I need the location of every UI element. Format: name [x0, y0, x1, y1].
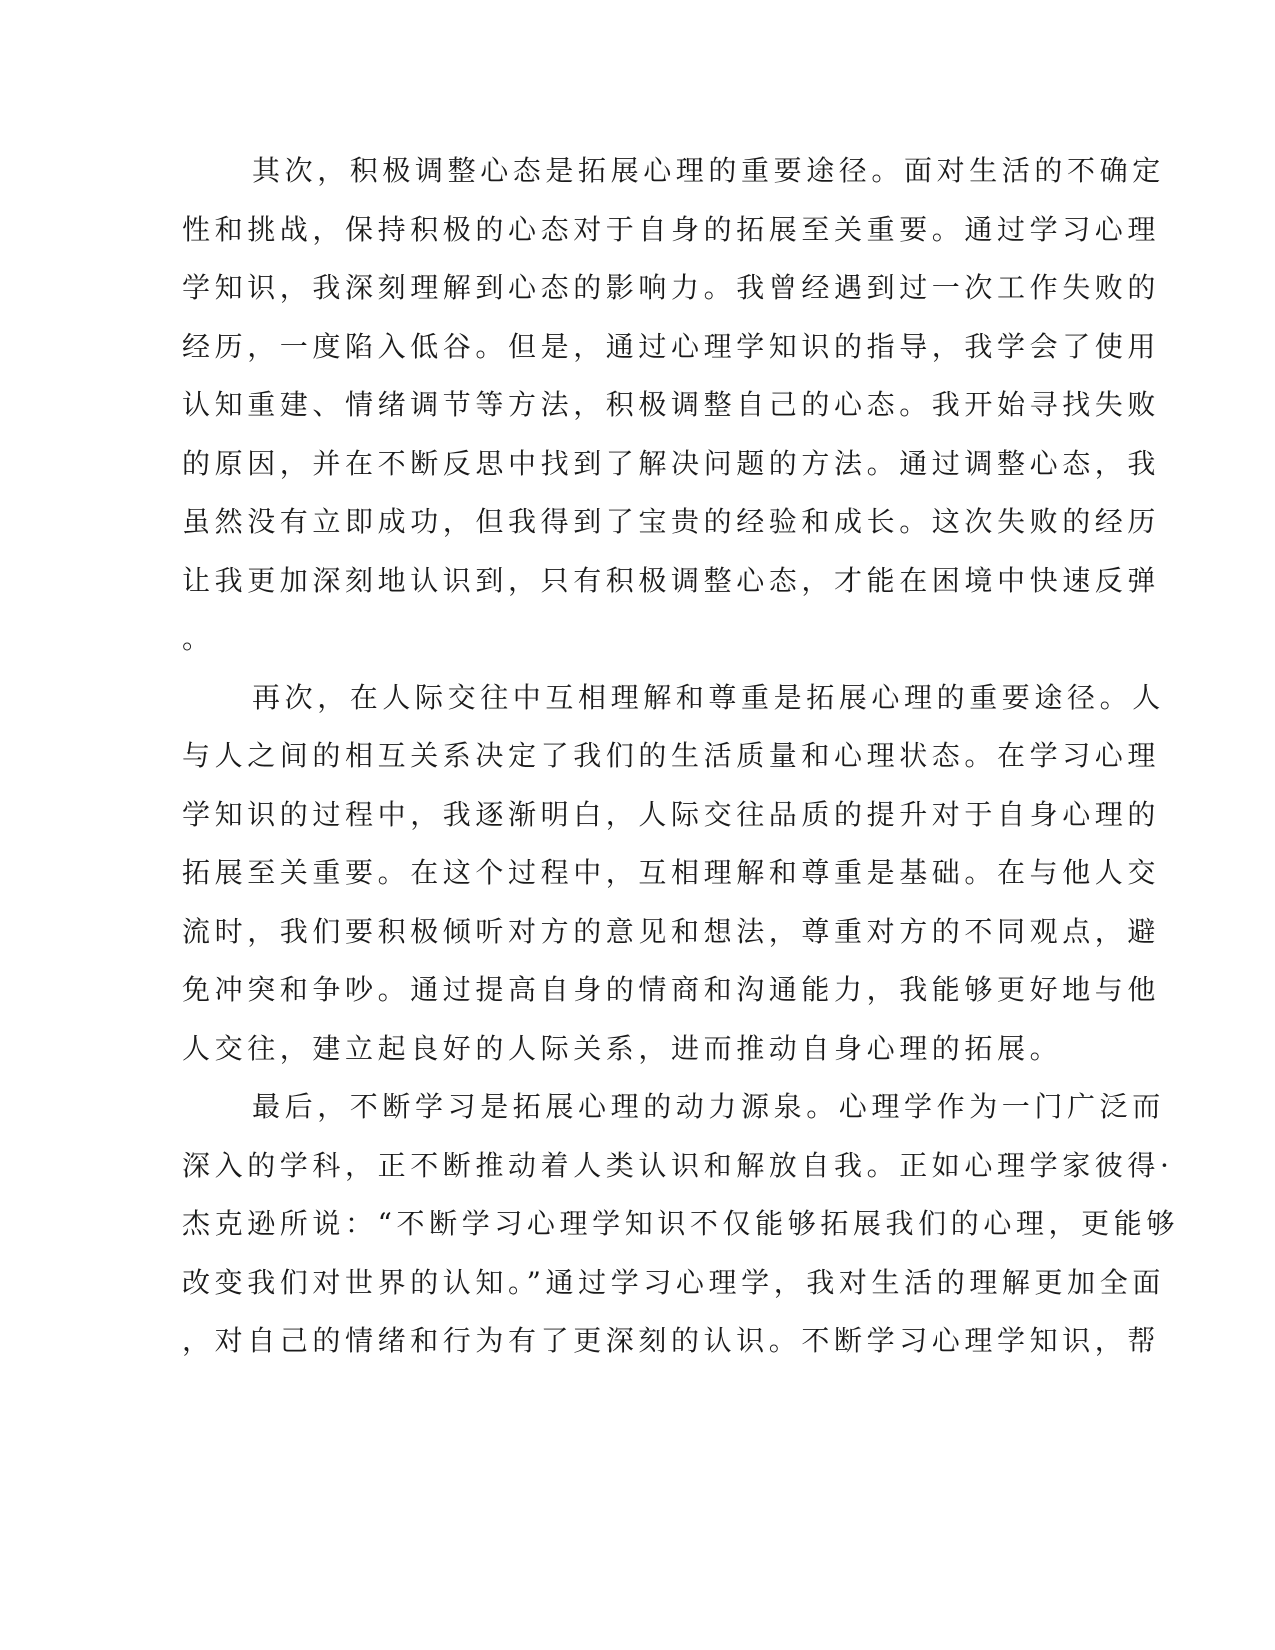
text-line: 的原因，并在不断反思中找到了解决问题的方法。通过调整心态，我	[182, 446, 1161, 480]
text-line: 经历，一度陷入低谷。但是，通过心理学知识的指导，我学会了使用	[182, 329, 1161, 363]
text-line: 学知识的过程中，我逐渐明白，人际交往品质的提升对于自身心理的	[182, 797, 1161, 831]
text-line: 免冲突和争吵。通过提高自身的情商和沟通能力，我能够更好地与他	[182, 973, 1161, 1006]
text-line: ，对自己的情绪和行为有了更深刻的认识。不断学习心理学知识，帮	[182, 1324, 1161, 1357]
text-line: 与人之间的相互关系决定了我们的生活质量和心理状态。在学习心理	[182, 739, 1161, 772]
text-line: 杰克逊所说：“不断学习心理学知识不仅能够拓展我们的心理，更能够	[182, 1207, 1179, 1240]
text-line: 认知重建、情绪调节等方法，积极调整自己的心态。我开始寻找失败	[182, 388, 1161, 421]
text-line: 流时，我们要积极倾听对方的意见和想法，尊重对方的不同观点，避	[182, 914, 1161, 948]
text-line: 拓展至关重要。在这个过程中，互相理解和尊重是基础。在与他人交	[182, 856, 1161, 889]
text-line: 其次，积极调整心态是拓展心理的重要途径。面对生活的不确定	[252, 154, 1165, 187]
text-line: 人交往，建立起良好的人际关系，进而推动自身心理的拓展。	[182, 1031, 1063, 1065]
text-line: 深入的学科，正不断推动着人类认识和解放自我。正如心理学家彼得·	[182, 1148, 1174, 1182]
text-line: 再次，在人际交往中互相理解和尊重是拓展心理的重要途径。人	[252, 680, 1165, 714]
text-line: 让我更加深刻地认识到，只有积极调整心态，才能在困境中快速反弹	[182, 563, 1161, 597]
text-line: 。	[182, 622, 215, 655]
text-line: 最后，不断学习是拓展心理的动力源泉。心理学作为一门广泛而	[252, 1090, 1165, 1123]
text-line: 性和挑战，保持积极的心态对于自身的拓展至关重要。通过学习心理	[182, 212, 1161, 246]
text-line: 改变我们对世界的认知。”通过学习心理学，我对生活的理解更加全面	[182, 1265, 1165, 1299]
text-line: 虽然没有立即成功，但我得到了宝贵的经验和成长。这次失败的经历	[182, 505, 1161, 538]
text-line: 学知识，我深刻理解到心态的影响力。我曾经遇到过一次工作失败的	[182, 271, 1161, 304]
